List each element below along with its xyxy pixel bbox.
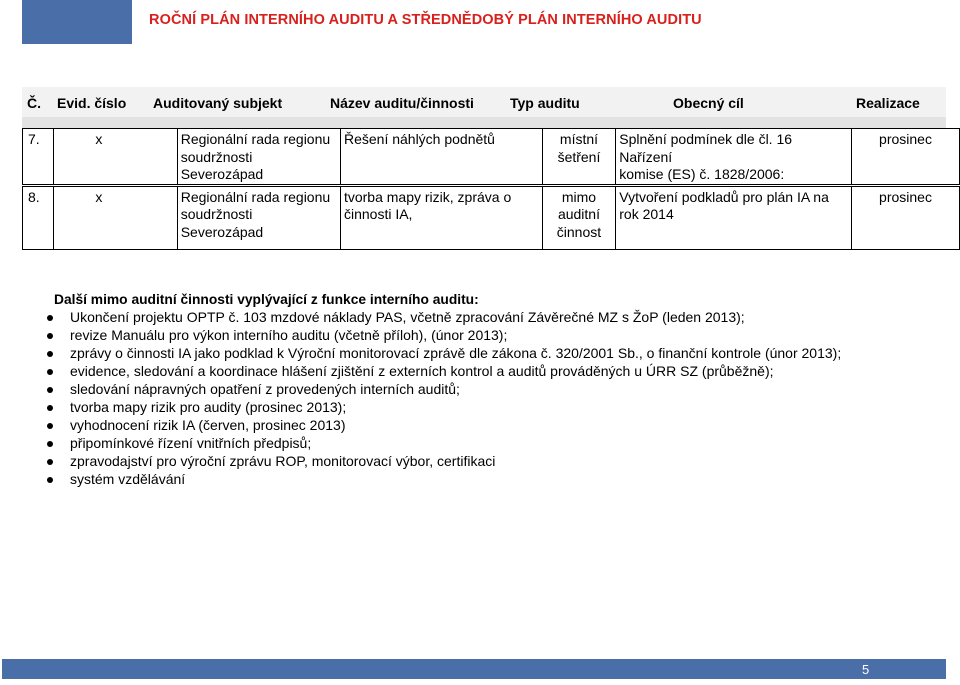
cell-type-line: místní bbox=[559, 131, 599, 147]
col-header-ev: Evid. číslo bbox=[57, 95, 127, 111]
other-activities-list bbox=[52, 308, 841, 488]
cell-name-line: tvorba mapy rizik, zpráva o bbox=[343, 188, 512, 205]
list-item: zpravodajství pro výroční zprávu ROP, monitorovací výbor, certifikaci bbox=[52, 452, 841, 470]
cell-goal bbox=[616, 185, 852, 249]
cell-name-line: činnosti IA, bbox=[343, 206, 413, 222]
cell-type bbox=[542, 185, 616, 249]
cell-goal-line: Splnění podmínek dle čl. 16 Nařízení bbox=[619, 131, 793, 165]
cell-subject bbox=[177, 185, 340, 249]
cell-no: 8. bbox=[23, 185, 54, 249]
cell-ev: x bbox=[54, 185, 177, 249]
cell-type bbox=[542, 129, 616, 186]
list-item: systém vzdělávání bbox=[52, 470, 841, 488]
list-item: sledování nápravných opatření z provedených interních auditů; bbox=[52, 380, 841, 398]
col-header-goal: Obecný cíl bbox=[673, 95, 744, 111]
cell-type-line: šetření bbox=[557, 148, 601, 165]
cell-subject-line: Regionální rada regionu bbox=[180, 188, 331, 205]
cell-name: Řešení náhlých podnětů bbox=[340, 129, 542, 186]
cell-type-line: mimo bbox=[561, 188, 597, 205]
header-accent-block bbox=[22, 0, 132, 44]
page-title: ROČNÍ PLÁN INTERNÍHO AUDITU A STŘEDNĚDOBÝ PLÁN INTERNÍHO AUDITU bbox=[149, 12, 702, 28]
cell-type-line: auditní bbox=[557, 206, 600, 222]
cell-ev: x bbox=[54, 129, 177, 186]
table-row bbox=[23, 129, 960, 186]
col-header-subject: Auditovaný subjekt bbox=[153, 95, 283, 111]
footer-bar bbox=[2, 659, 946, 679]
cell-realization: prosinec bbox=[852, 129, 960, 186]
list-item: tvorba mapy rizik pro audity (prosinec 2013); bbox=[52, 398, 841, 416]
cell-goal-line: rok 2014 bbox=[619, 206, 674, 222]
cell-goal-line: Vytvoření podkladů pro plán IA na bbox=[619, 188, 829, 205]
cell-subject-line: soudržnosti Severozápad bbox=[180, 206, 264, 240]
cell-name bbox=[340, 185, 542, 249]
list-item: připomínkové řízení vnitřních předpisů; bbox=[52, 434, 841, 452]
list-item: zprávy o činnosti IA jako podklad k Výroční monitorovací zprávě dle zákona č. 320/2001 Sb., o finanční kontrole (únor 2013); bbox=[52, 344, 841, 362]
cell-goal bbox=[616, 129, 852, 186]
audit-table bbox=[22, 128, 960, 250]
table-row bbox=[23, 185, 960, 249]
cell-realization: prosinec bbox=[852, 185, 960, 249]
header-divider bbox=[22, 117, 946, 128]
other-activities-title: Další mimo auditní činnosti vyplývající z funkce interního auditu: bbox=[54, 292, 479, 307]
col-header-type: Typ auditu bbox=[510, 95, 580, 111]
cell-goal-line: komise (ES) č. 1828/2006: bbox=[619, 166, 785, 182]
cell-type-line: činnost bbox=[556, 223, 602, 240]
list-item: evidence, sledování a koordinace hlášení zjištění z externích kontrol a auditů prováděných u ÚRR SZ (průběžně); bbox=[52, 362, 841, 380]
col-header-no: Č. bbox=[27, 95, 41, 111]
cell-subject bbox=[177, 129, 340, 186]
list-item: revize Manuálu pro výkon interního auditu (včetně příloh), (únor 2013); bbox=[52, 326, 841, 344]
cell-no: 7. bbox=[23, 129, 54, 186]
col-header-name: Název auditu/činnosti bbox=[330, 95, 474, 111]
cell-subject-line: soudržnosti Severozápad bbox=[180, 148, 264, 182]
col-header-realization: Realizace bbox=[856, 95, 920, 111]
list-item: vyhodnocení rizik IA (červen, prosinec 2013) bbox=[52, 416, 841, 434]
page-number: 5 bbox=[862, 662, 870, 677]
list-item: Ukončení projektu OPTP č. 103 mzdové náklady PAS, včetně zpracování Závěrečné MZ s ŽoP (leden 2013); bbox=[52, 308, 841, 326]
cell-subject-line: Regionální rada regionu bbox=[180, 131, 331, 147]
